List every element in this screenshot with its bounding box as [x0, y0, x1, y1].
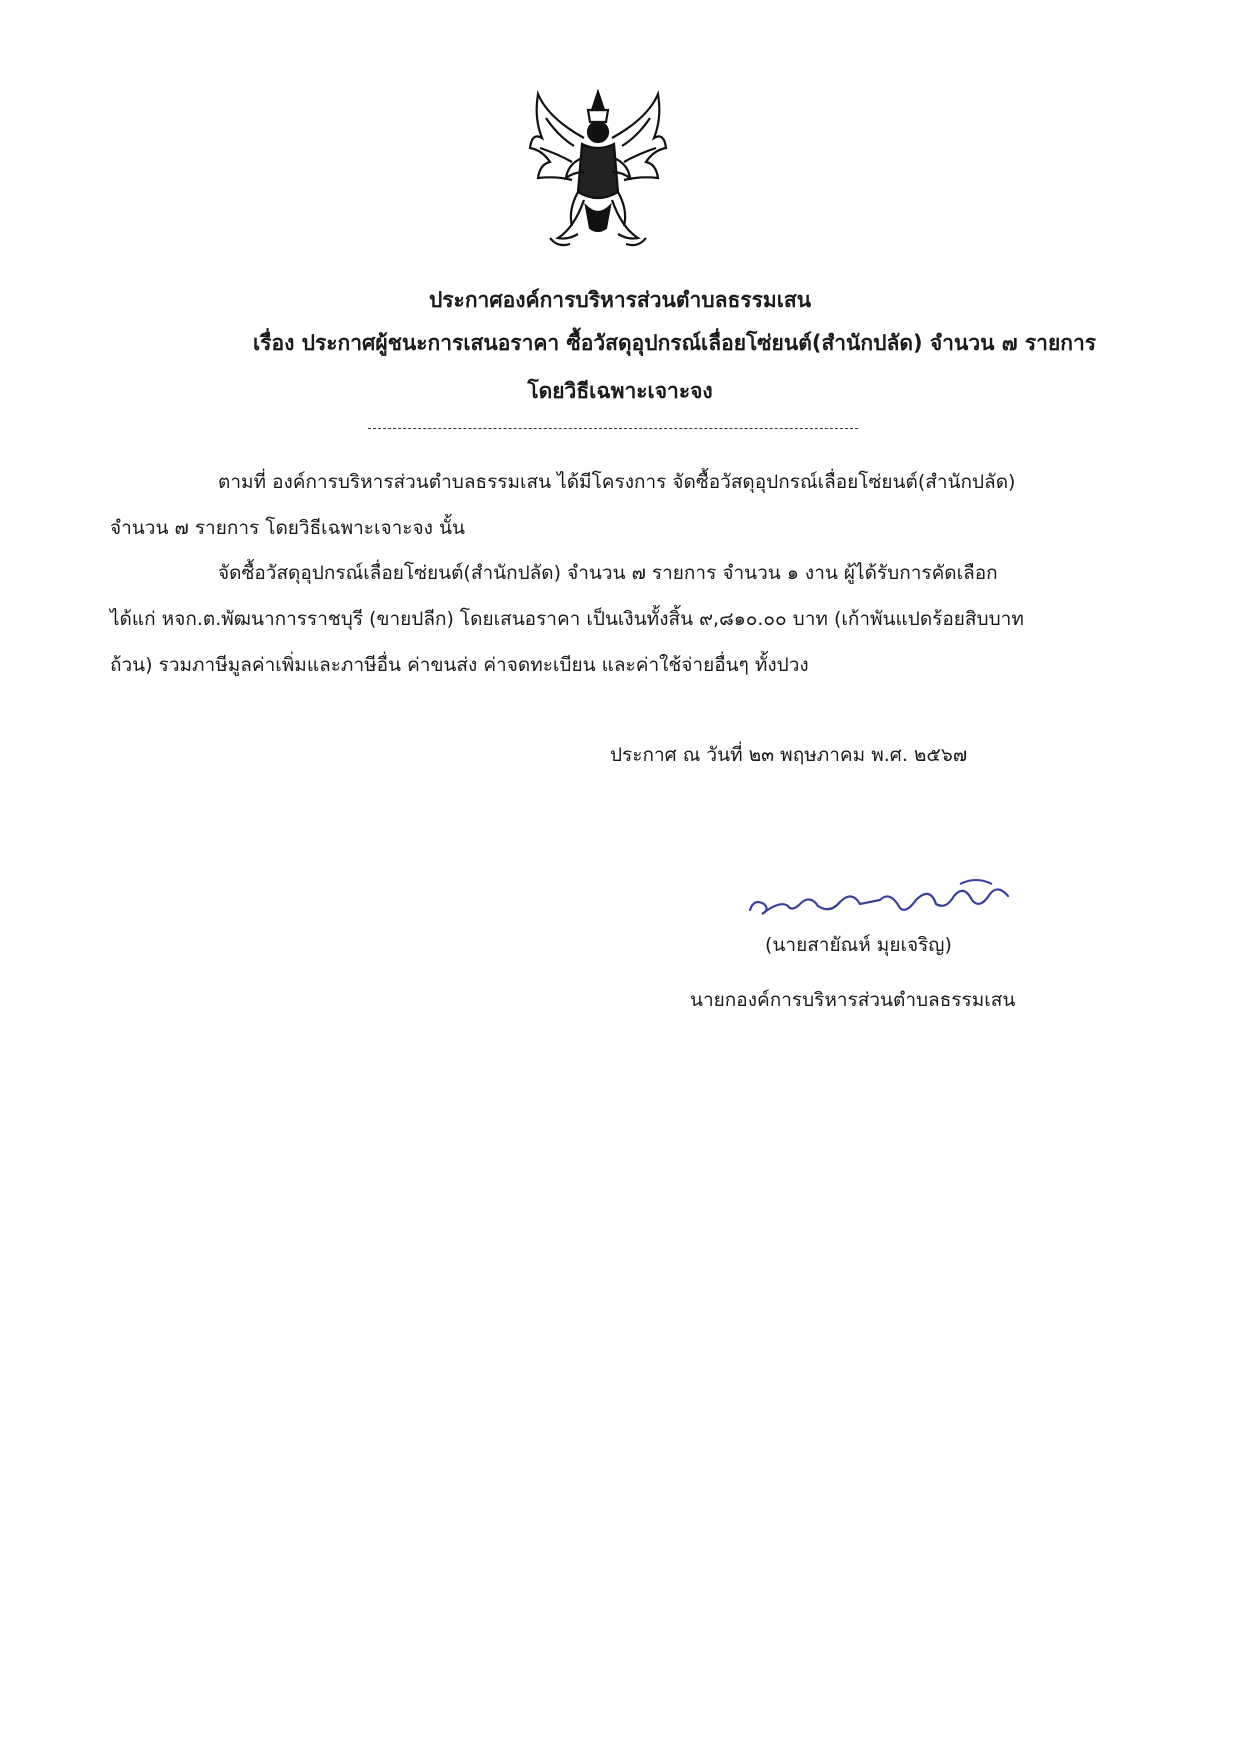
garuda-emblem-icon	[528, 88, 668, 256]
dashed-divider	[368, 428, 858, 429]
announcement-date: ประกาศ ณ วันที่ ๒๓ พฤษภาคม พ.ศ. ๒๕๖๗	[610, 744, 968, 766]
announcement-subject: เรื่อง ประกาศผู้ชนะการเสนอราคา ซื้อวัสดุอุปกรณ์เลื่อยโซ่ยนต์(สำนักปลัด) จำนวน ๗ รายการ	[253, 331, 1097, 355]
handwritten-signature	[740, 870, 1030, 930]
announcement-org-heading: ประกาศองค์การบริหารส่วนตำบลธรรมเสน	[428, 288, 812, 312]
paragraph-1-line-2: จำนวน ๗ รายการ โดยวิธีเฉพาะเจาะจง นั้น	[110, 517, 465, 539]
signer-name: (นายสายัณห์ มุยเจริญ)	[765, 934, 952, 956]
paragraph-2-line-1: จัดซื้อวัสดุอุปกรณ์เลื่อยโซ่ยนต์(สำนักปลัด) จำนวน ๗ รายการ จำนวน ๑ งาน ผู้ได้รับการคัดเลือก	[218, 562, 998, 584]
paragraph-2-line-2: ได้แก่ หจก.ต.พัฒนาการราชบุรี (ขายปลีก) โดยเสนอราคา เป็นเงินทั้งสิ้น ๙,๘๑๐.๐๐ บาท (เก้าพันแปดร้อยสิบบาท	[110, 608, 1024, 630]
paragraph-1-line-1: ตามที่ องค์การบริหารส่วนตำบลธรรมเสน ได้มีโครงการ จัดซื้อวัสดุอุปกรณ์เลื่อยโซ่ยนต์(สำนักปลัด)	[218, 471, 1016, 493]
paragraph-2-line-3: ถ้วน) รวมภาษีมูลค่าเพิ่มและภาษีอื่น ค่าขนส่ง ค่าจดทะเบียน และค่าใช้จ่ายอื่นๆ ทั้งปวง	[110, 654, 809, 676]
announcement-method: โดยวิธีเฉพาะเจาะจง	[527, 379, 713, 403]
signer-title: นายกองค์การบริหารส่วนตำบลธรรมเสน	[690, 989, 1016, 1011]
